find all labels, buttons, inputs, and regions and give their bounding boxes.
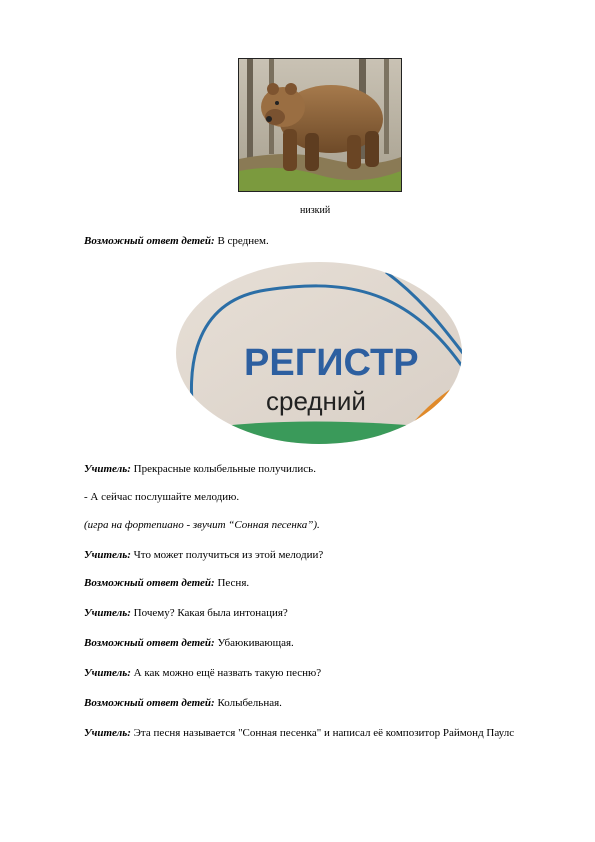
speaker-label: Учитель: — [84, 463, 131, 475]
paragraph-11 — [84, 726, 524, 740]
paragraph-text: - А сейчас послушайте мелодию. — [84, 491, 240, 503]
paragraph-text: Колыбельная. — [214, 697, 282, 709]
paragraph-text: Почему? Какая была интонация? — [130, 607, 288, 619]
stage-direction: (игра на фортепиано - звучит “Сонная песенка”). — [84, 519, 320, 531]
paragraph-2 — [84, 462, 524, 476]
paragraph-4 — [84, 518, 524, 532]
paragraph-text: Эта песня называется "Сонная песенка" и написал её композитор Раймонд Паулс — [130, 727, 515, 739]
paragraph-3 — [84, 490, 524, 504]
register-subtitle: средний — [266, 386, 366, 416]
paragraph-text: Песня. — [214, 577, 250, 589]
register-title: РЕГИСТР — [244, 342, 419, 384]
caption-low: низкий — [300, 205, 331, 216]
speaker-label: Учитель: — [84, 727, 131, 739]
speaker-label: Учитель: — [84, 667, 131, 679]
paragraph-text: Прекрасные колыбельные получились. — [130, 463, 316, 475]
paragraph-1 — [84, 234, 524, 248]
paragraph-7 — [84, 606, 524, 620]
paragraph-9 — [84, 666, 524, 680]
paragraph-text: В среднем. — [214, 235, 269, 247]
register-image — [176, 262, 462, 444]
speaker-label: Возможный ответ детей: — [84, 697, 215, 709]
register-oval — [176, 262, 462, 444]
speaker-label: Учитель: — [84, 607, 131, 619]
bear-image — [239, 59, 401, 191]
paragraph-text: Что может получиться из этой мелодии? — [130, 549, 324, 561]
paragraph-text: А как можно ещё назвать такую песню? — [130, 667, 322, 679]
paragraph-8 — [84, 636, 524, 650]
bear-photo — [238, 58, 402, 192]
speaker-label: Возможный ответ детей: — [84, 577, 215, 589]
paragraph-text: Убаюкивающая. — [214, 637, 294, 649]
paragraph-5 — [84, 548, 524, 562]
paragraph-6 — [84, 576, 524, 590]
speaker-label: Учитель: — [84, 549, 131, 561]
speaker-label: Возможный ответ детей: — [84, 235, 215, 247]
speaker-label: Возможный ответ детей: — [84, 637, 215, 649]
paragraph-10 — [84, 696, 524, 710]
